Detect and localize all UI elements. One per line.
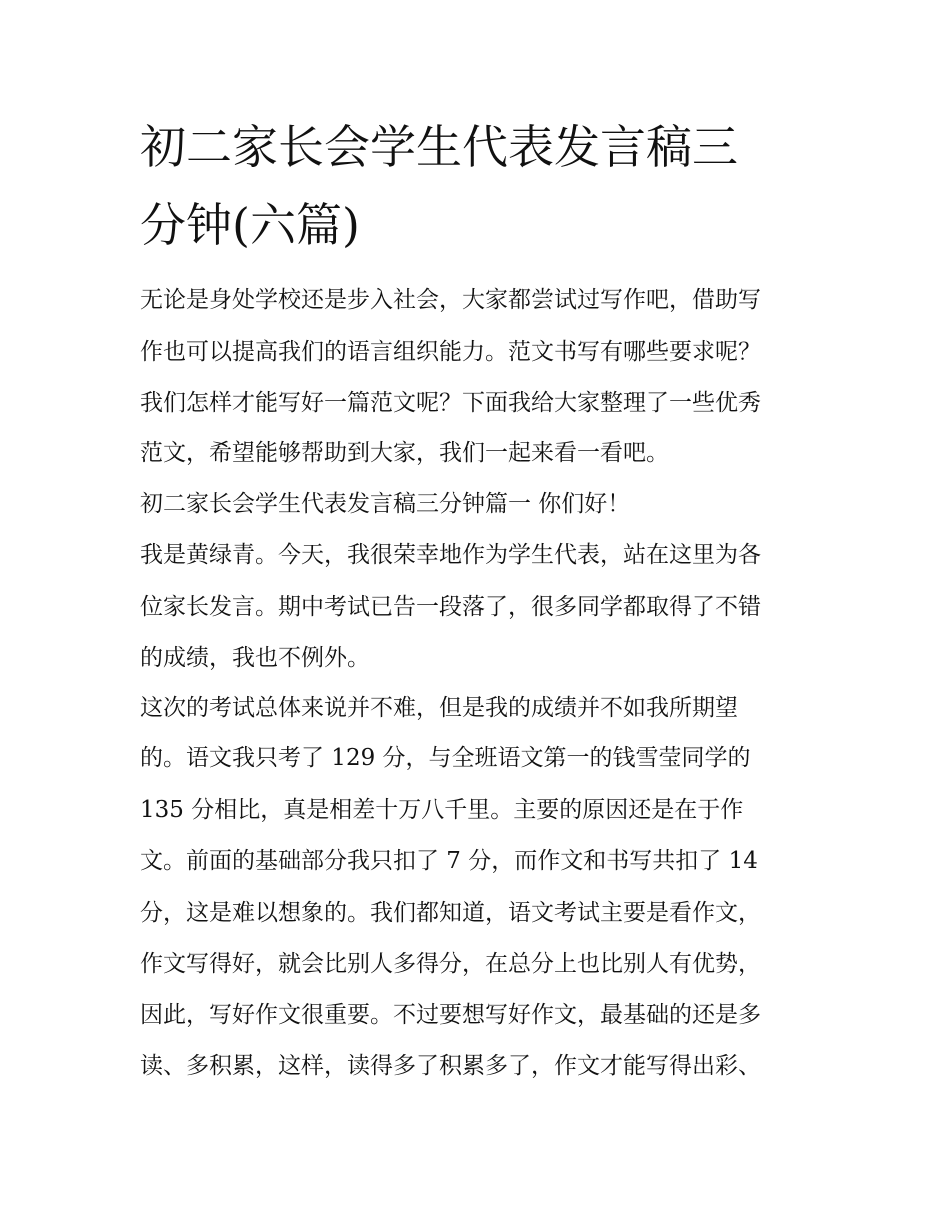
paragraph-line: 这次的考试总体来说并不难，但是我的成绩并不如我所期望 xyxy=(140,695,738,721)
paragraph-line: 我们怎样才能写好一篇范文呢？下面我给大家整理了一些优秀 xyxy=(140,390,761,416)
paragraph-line: 作也可以提高我们的语言组织能力。范文书写有哪些要求呢？ xyxy=(140,339,761,365)
document-title-line-2: 分钟(六篇) xyxy=(140,198,360,252)
paragraph-line: 我是黄绿青。今天，我很荣幸地作为学生代表，站在这里为各 xyxy=(140,542,761,568)
paragraph-line: 的成绩，我也不例外。 xyxy=(140,645,370,671)
paragraph-line: 因此，写好作文很重要。不过要想写好作文，最基础的还是多 xyxy=(140,1002,761,1028)
paragraph-line: 的。语文我只考了 129 分，与全班语文第一的钱雪莹同学的 xyxy=(140,745,751,771)
paragraph-line: 135 分相比，真是相差十万八千里。主要的原因还是在于作 xyxy=(140,797,744,823)
paragraph-line: 文。前面的基础部分我只扣了 7 分，而作文和书写共扣了 14 xyxy=(140,848,758,874)
paragraph-line: 读、多积累，这样，读得多了积累多了，作文才能写得出彩、 xyxy=(140,1053,761,1079)
document-title-line-1: 初二家长会学生代表发言稿三 xyxy=(140,120,738,174)
paragraph-line: 作文写得好，就会比别人多得分，在总分上也比别人有优势， xyxy=(140,951,761,977)
section-heading-line: 初二家长会学生代表发言稿三分钟篇一 你们好！ xyxy=(140,491,631,517)
paragraph-line: 分，这是难以想象的。我们都知道，语文考试主要是看作文， xyxy=(140,900,761,926)
paragraph-line: 位家长发言。期中考试已告一段落了，很多同学都取得了不错 xyxy=(140,594,761,620)
paragraph-line: 无论是身处学校还是步入社会，大家都尝试过写作吧，借助写 xyxy=(140,287,761,313)
paragraph-line: 范文，希望能够帮助到大家，我们一起来看一看吧。 xyxy=(140,440,669,466)
